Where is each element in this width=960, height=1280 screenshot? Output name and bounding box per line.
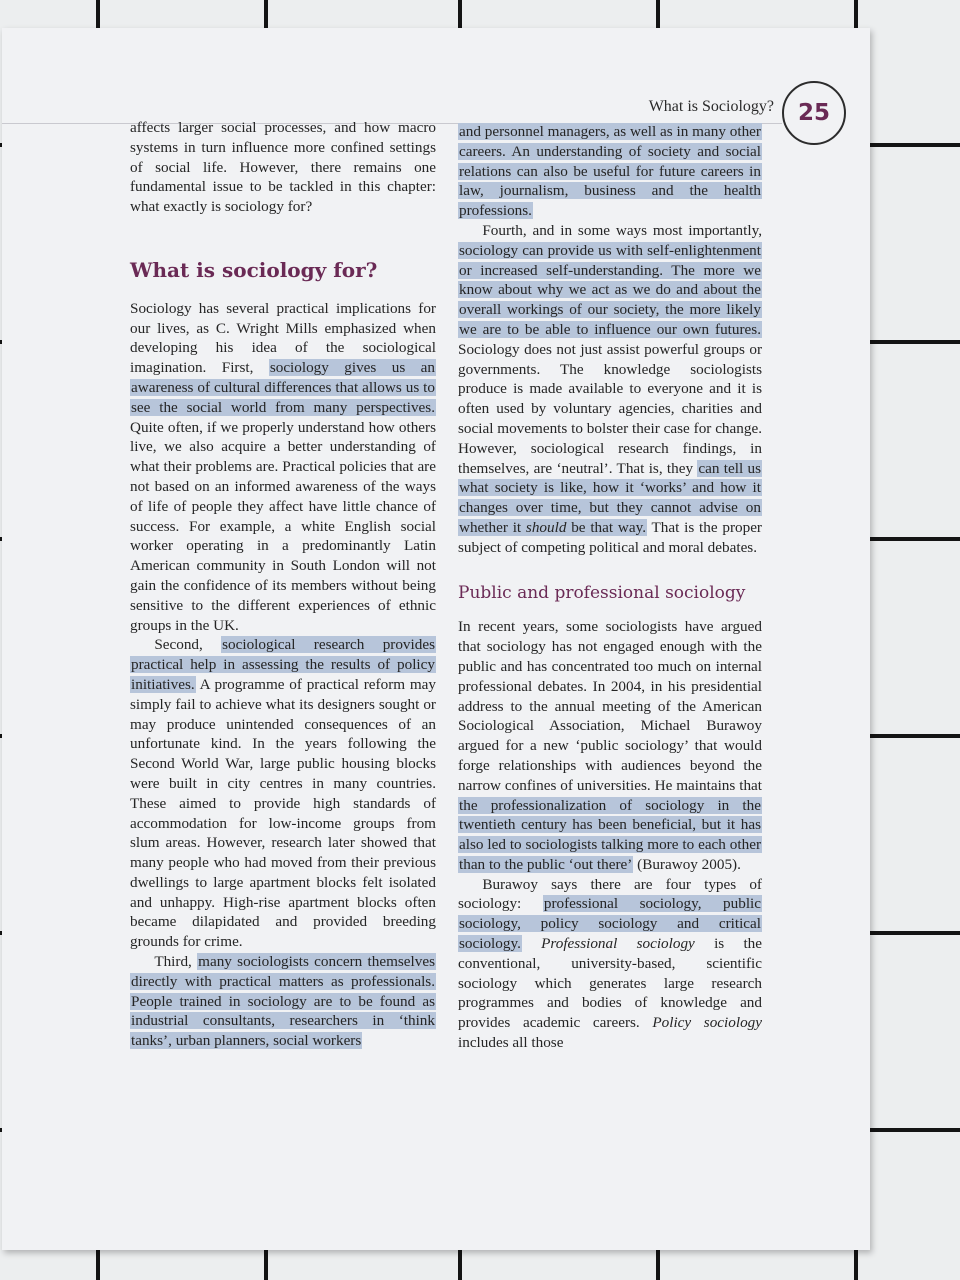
highlighted-text: sociology gives us an awareness of cultural differences that allows us to see the social world from many perspectives.	[131, 359, 435, 416]
paragraph: Burawoy says there are four types of sociology: professional sociology, public sociology, policy sociology and critical sociology. Professional sociology is the conventional, university-based, scientific sociology which generates large research programmes and bodies of knowledge and provides academic careers. Policy sociology includes all those	[458, 875, 763, 1052]
highlighted-text: professional sociology, public sociology, policy sociology and critical sociology.	[459, 895, 762, 953]
paragraph: Second, sociological research provides practical help in assessing the results of policy initiatives. A programme of practical reform may simply fail to achieve what its designers sought or may produce unintended consequences of an unfortunate kind. In the years following the Second World War, large public housing blocks were built in city centres in many countries. These aimed to provide high standards of accommodation for low-income groups from slum areas. However, research later showed that many people who had moved from their previous dwellings to large apartment blocks felt isolated and unhappy. High-rise apartment blocks often became dilapidated and provided breeding grounds for crime.	[130, 636, 436, 951]
right-column	[458, 122, 762, 1053]
paragraph: Sociology has several practical implications for our lives, as C. Wright Mills emphasized when developing his idea of the sociological imagination. First, sociology gives us an awareness of cultural differences that allows us to see the social world from many perspectives. Quite often, if we properly understand how others live, we also acquire a better understanding of what their problems are. Practical policies that are not based on an informed awareness of the ways of life of people they affect have little chance of success. For example, a white English social worker operating in a predominantly Latin American community in South London will not gain the confidence of its members without being sensitive to the different experiences of ethnic groups in the UK.	[130, 299, 436, 634]
paragraph: In recent years, some sociologists have argued that sociology has not engaged enough with the public and has concentrated too much on internal professional debates. In 2004, in his presidential address to the annual meeting of the American Sociological Association, Michael Burawoy argued for a new ‘public sociology’ that would forge relationships with audiences beyond the narrow confines of universities. He maintains that the professionalization of sociology in the twentieth century has been beneficial, but it has also led to sociologists talking more to each other than to the public ‘out there’ (Burawoy 2005).	[458, 618, 762, 873]
page-number: 25	[782, 81, 846, 145]
highlighted-text: sociology can provide us with self-enlightenment or increased self-understanding. The more we know about why we act as we do and about the overall workings of our society, the more likely we are to be able to influence our own futures.	[459, 241, 761, 338]
highlighted-text: sociological research provides practical help in assessing the results of policy initiatives.	[131, 636, 435, 693]
highlighted-text: can tell us what society is like, how it ‘works’ and how it changes over time, but they cannot advise on whether it should be that way.	[459, 459, 762, 536]
paragraph	[458, 122, 762, 221]
paragraph: Third, many sociologists concern themselves directly with practical matters as professionals. People trained in sociology are to be found as industrial consultants, researchers in ‘think tanks’, urban planners, social workers	[131, 953, 435, 1050]
subsection-heading: Public and professional sociology	[458, 582, 746, 603]
highlighted-text: and personnel managers, as well as in many other careers. An understanding of society and social relations can also be useful for future careers in law, journalism, business and the health professions.	[459, 123, 761, 220]
section-heading: What is sociology for?	[130, 257, 378, 282]
running-head: What is Sociology?	[648, 98, 774, 115]
paragraph: Fourth, and in some ways most importantly, sociology can provide us with self-enlightenment or increased self-understanding. The more we know about why we act as we do and about the overall workings of our society, the more likely we are to be able to influence our own futures. Sociology does not just assist powerful groups or governments. The knowledge sociologists produce is made available to everyone and it is often used by voluntary agencies, charities and social movements to bolster their case for change. However, sociological research findings, in themselves, are ‘neutral’. That is, they can tell us what society is like, how it ‘works’ and how it changes over time, but they cannot advise on whether it should be that way. That is the proper subject of competing political and moral debates.	[458, 221, 762, 556]
paragraph: affects larger social processes, and how macro systems in turn influence more confined settings of social life. However, there remains one fundamental issue to be tackled in this chapter: what exactly is sociology for?	[130, 119, 436, 216]
left-column	[130, 118, 436, 1051]
highlighted-text: the professionalization of sociology in the twentieth century has been beneficial, but it has also led to sociologists talking more to each other than to the public ‘out there’	[459, 796, 761, 873]
highlighted-text: many sociologists concern themselves directly with practical matters as professionals. People trained in sociology are to be found as industrial consultants, researchers in ‘think tanks’, urban planners, social workers	[131, 953, 435, 1050]
